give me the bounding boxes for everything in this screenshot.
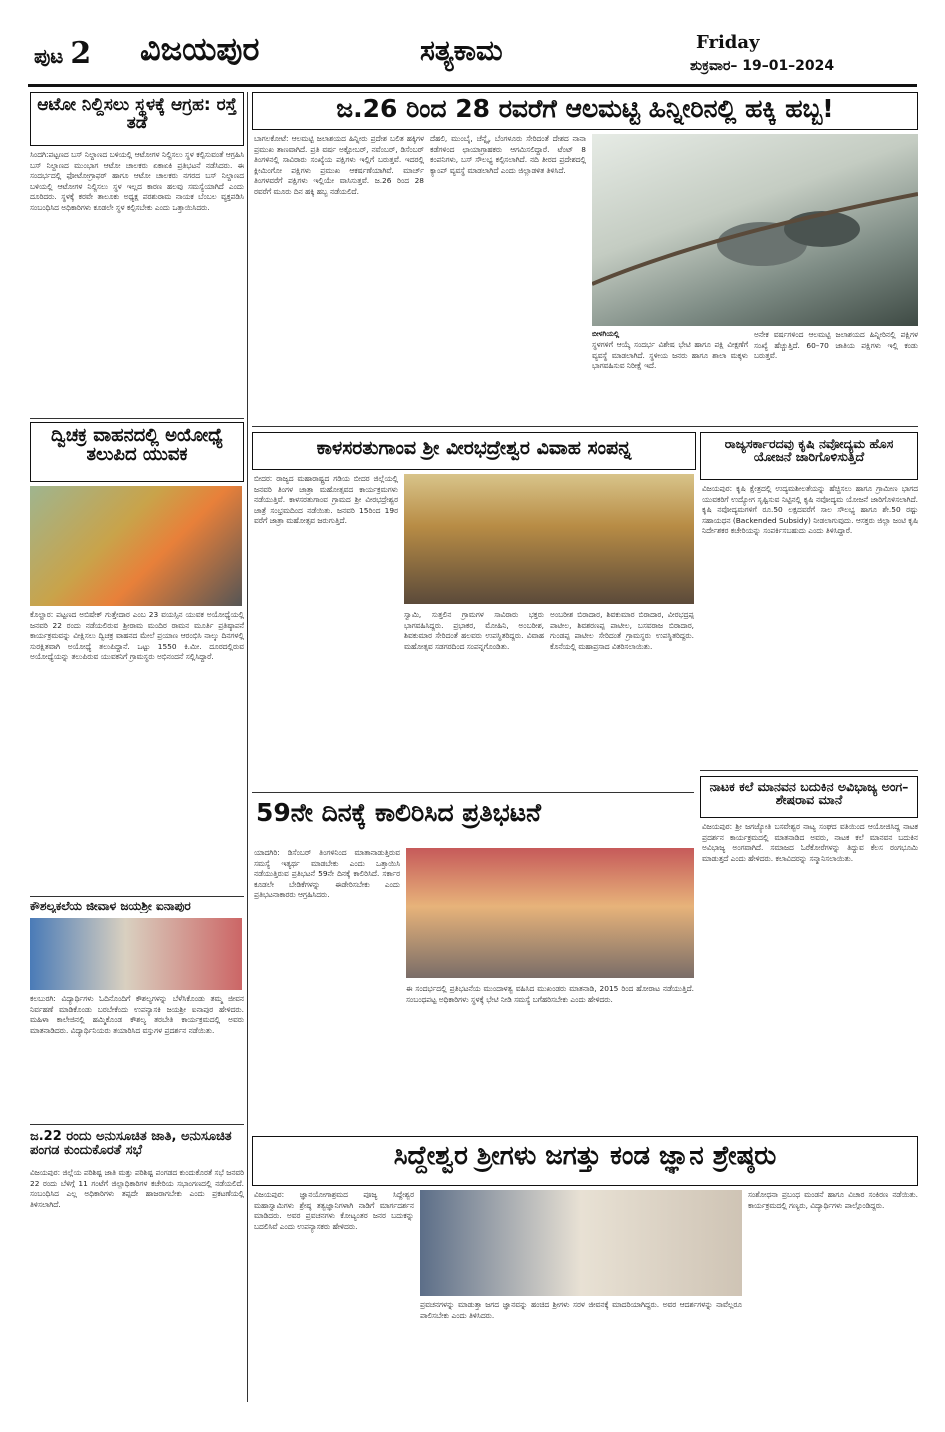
auto-headline-box [30,92,244,146]
kalasar-body-col2: ಸ್ವಾಮಿ, ಸುತ್ತಲಿನ ಗ್ರಾಮಗಳ ಸಾವಿರಾರು ಭಕ್ತರು ಭಾಗವಹಿಸಿದ್ದರು. ಪ್ರಭಾಕರ, ಮೋಹಿನಿ, ಅಂಬರೀಶ, ಶಿವಕುಮಾರ ಸೇರಿದಂತೆ ಹಲವರು ಉಪಸ್ಥಿತರಿದ್ದರು. ವಿವಾಹ ಮಹೋತ್ಸವ ಸಡಗರದಿಂದ ಸಂಪನ್ನಗೊಂಡಿತು. [404,610,544,651]
city-name: ವಿಜಯಪುರ [140,30,260,68]
hakki-headline: ಜ.26 ರಿಂದ 28 ರವರೆಗೆ ಆಲಮಟ್ಟಿ ಹಿನ್ನೀರಿನಲ್ಲಿ ಹಕ್ಕಿ ಹಬ್ಬ! [336,94,834,123]
krushi-body: ವಿಜಯಪುರ: ಕೃಷಿ ಕ್ಷೇತ್ರದಲ್ಲಿ ಉದ್ಯಮಶೀಲತೆಯನ್ನು ಹೆಚ್ಚಿಸಲು ಹಾಗೂ ಗ್ರಾಮೀಣ ಭಾಗದ ಯುವಕರಿಗೆ ಉದ್ಯೋಗ ಸೃಷ್ಟಿಸುವ ನಿಟ್ಟಿನಲ್ಲಿ ಕೃಷಿ ನವೋದ್ಯಮ ಯೋಜನೆ ಜಾರಿಗೊಳಿಸಲಾಗಿದೆ. ಕೃಷಿ ನವೋದ್ಯಮಗಳಿಗೆ ರೂ.50 ಲಕ್ಷದವರೆಗೆ ಸಾಲ ಸೌಲಭ್ಯ ಹಾಗೂ ಶೇ.50 ರಷ್ಟು ಸಹಾಯಧನ (Backended Subsidy) ನೀಡಲಾಗುವುದು. ಆಸಕ್ತರು ಜಿಲ್ಲಾ ಜಂಟಿ ಕೃಷಿ ನಿರ್ದೇಶಕರ ಕಚೇರಿಯನ್ನು ಸಂಪರ್ಕಿಸಬಹುದು ಎಂದು ತಿಳಿಸಿದ್ದಾರೆ. [702,484,918,535]
bike-headline-box [30,422,244,482]
divider [700,770,918,771]
nataka-body: ವಿಜಯಪುರ: ಶ್ರೀ ಜಗಜ್ಯೋತಿ ಬಸವೇಶ್ವರ ನಾಟ್ಯ ಸಂಘದ ವತಿಯಿಂದ ಆಯೋಜಿಸಿದ್ದ ನಾಟಕ ಪ್ರದರ್ಶನ ಕಾರ್ಯಕ್ರಮದಲ್ಲಿ ಮಾತನಾಡಿದ ಅವರು, ನಾಟಕ ಕಲೆ ಮಾನವನ ಬದುಕಿನ ಅವಿಭಾಜ್ಯ ಅಂಗವಾಗಿದೆ. ಸಮಾಜದ ಓರೆಕೋರೆಗಳನ್ನು ತಿದ್ದುವ ಕೆಲಸ ರಂಗಭೂಮಿ ಮಾಡುತ್ತದೆ ಎಂದು ಹೇಳಿದರು. ಕಲಾವಿದರನ್ನು ಸನ್ಮಾನಿಸಲಾಯಿತು. [702,822,918,863]
date-line: ಶುಕ್ರವಾರ– 19–01–2024 [690,58,835,74]
kalasar-photo [404,474,694,604]
protest59-headline: 59ನೇ ದಿನಕ್ಕೆ ಕಾಲಿರಿಸಿದ ಪ್ರತಿಭಟನೆ [256,800,541,827]
divider [30,896,244,897]
divider [30,1124,244,1125]
protest59-body-col1: ಯಾದಗಿರಿ: ಡಿಸೆಂಬರ್ ತಿಂಗಳಿನಿಂದ ಮಾತಾನಾಡುತ್ತಿರುವ ಸಮಸ್ಯೆ ಇತ್ಯರ್ಥ ಮಾಡಬೇಕು ಎಂದು ಒತ್ತಾಯಿಸಿ ನಡೆಯುತ್ತಿರುವ ಪ್ರತಿಭಟನೆ 59ನೇ ದಿನಕ್ಕೆ ಕಾಲಿರಿಸಿದೆ. ಸರ್ಕಾರ ಕೂಡಲೇ ಬೇಡಿಕೆಗಳನ್ನು ಈಡೇರಿಸಬೇಕು ಎಂದು ಪ್ರತಿಭಟನಾಕಾರರು ಆಗ್ರಹಿಸಿದರು. [254,848,400,899]
siddeshwar-body-col3: ಸಂಶೋಧನಾ ಪ್ರಬಂಧ ಮಂಡನೆ ಹಾಗೂ ವಿಚಾರ ಸಂಕಿರಣ ನಡೆಯಿತು. ಕಾರ್ಯಕ್ರಮದಲ್ಲಿ ಗಣ್ಯರು, ವಿದ್ಯಾರ್ಥಿಗಳು ಪಾಲ್ಗೊಂಡಿದ್ದರು. [748,1190,918,1210]
column-divider [247,92,248,1402]
masthead-rule [28,84,917,87]
krushi-headline: ರಾಜ್ಯಸರ್ಕಾರದವು ಕೃಷಿ ನವೋದ್ಯಮ ಹೊಸ ಯೋಜನೆ ಜಾರಿಗೊಳಿಸುತ್ತಿದೆ [724,436,894,465]
bird-photo-caption: ಬೀಳಗಿಯಲ್ಲಿ [592,330,620,338]
paper-name: ಸತ್ಯಕಾಮ [420,34,503,67]
krushi-headline-box [700,432,918,480]
hakki-body-col2: ದೆಹಲಿ, ಮುಂಬೈ, ಚೆನ್ನೈ, ಬೆಂಗಳೂರು ಸೇರಿದಂತೆ ದೇಶದ ನಾನಾ ಕಡೆಗಳಿಂದ ಛಾಯಾಗ್ರಾಹಕರು ಆಗಮಿಸಲಿದ್ದಾರೆ. ಟೆಂಟ್ 8 ಕಂಪನಿಗಳು, ಬಸ್ ಸೌಲಭ್ಯ ಕಲ್ಪಿಸಲಾಗಿದೆ. ನದಿ ತೀರದ ಪ್ರದೇಶದಲ್ಲಿ ಕ್ಯಾಂಪ್ ವ್ಯವಸ್ಥೆ ಮಾಡಲಾಗಿದೆ ಎಂದು ಜಿಲ್ಲಾಡಳಿತ ತಿಳಿಸಿದೆ. [430,134,586,175]
protest59-body-col2: ಈ ಸಂದರ್ಭದಲ್ಲಿ ಪ್ರತಿಭಟನೆಯ ಮುಂದಾಳತ್ವ ವಹಿಸಿದ ಮುಖಂಡರು ಮಾತನಾಡಿ, 2015 ರಿಂದ ಹೋರಾಟ ನಡೆಯುತ್ತಿದೆ. ಸಂಬಂಧಪಟ್ಟ ಅಧಿಕಾರಿಗಳು ಸ್ಥಳಕ್ಕೆ ಭೇಟಿ ನೀಡಿ ಸಮಸ್ಯೆ ಬಗೆಹರಿಸಬೇಕು ಎಂದು ಹೇಳಿದರು. [406,984,694,1004]
protest59-photo [406,848,694,978]
kalasar-body-col1: ಬೀದರ: ರಾಜ್ಯದ ಮಹಾರಾಷ್ಟ್ರದ ಗಡಿಯ ಬೀದರ ಜಿಲ್ಲೆಯಲ್ಲಿ ಜನವರಿ ತಿಂಗಳ ಜಾತ್ರಾ ಮಹೋತ್ಸವದ ಕಾರ್ಯಕ್ರಮಗಳು ನಡೆಯುತ್ತಿವೆ. ಕಾಳಸರತುಗಾಂವ ಗ್ರಾಮದ ಶ್ರೀ ವೀರಭದ್ರೇಶ್ವರ ಜಾತ್ರೆ ಸಂಭ್ರಮದಿಂದ ನಡೆಯಿತು. ಜನವರಿ 15ರಿಂದ 19ರ ವರೆಗೆ ಜಾತ್ರಾ ಮಹೋತ್ಸವ ಜರುಗುತ್ತಿದೆ. [254,474,398,525]
kaushalya-body: ಕಲಬುರಗಿ: ವಿದ್ಯಾರ್ಥಿಗಳು ಓದಿನೊಂದಿಗೆ ಕೌಶಲ್ಯಗಳನ್ನು ಬೆಳೆಸಿಕೊಂಡು ತಮ್ಮ ಜೀವನ ನಿರ್ವಹಣೆ ಮಾಡಿಕೊಂಡು ಬರಬೇಕೆಂದು ಉಪನ್ಯಾಸಕಿ ಜಯಶ್ರೀ ಐನಾಪುರ ಹೇಳಿದರು. ಮಹಿಳಾ ಕಾಲೇಜಿನಲ್ಲಿ ಹಮ್ಮಿಕೊಂಡ ಕೌಶಲ್ಯ ತರಬೇತಿ ಕಾರ್ಯಕ್ರಮದಲ್ಲಿ ಅವರು ಮಾತನಾಡಿದರು. ವಿದ್ಯಾರ್ಥಿನಿಯರು ತಯಾರಿಸಿದ ವಸ್ತುಗಳ ಪ್ರದರ್ಶನ ನಡೆಯಿತು. [30,994,244,1035]
hakki-headline-box [252,92,918,130]
hakki-body-col1: ಬಾಗಲಕೋಟೆ: ಆಲಮಟ್ಟಿ ಜಲಾಶಯದ ಹಿನ್ನೀರು ಪ್ರದೇಶ ಬಲಿತ ಹಕ್ಕಿಗಳ ಪ್ರಮುಖ ತಾಣವಾಗಿದೆ. ಪ್ರತಿ ವರ್ಷ ಅಕ್ಟೋಬರ್, ನವೆಂಬರ್, ಡಿಸೆಂಬರ್ ತಿಂಗಳಿನಲ್ಲಿ ಸಾವಿರಾರು ಸಂಖ್ಯೆಯ ಪಕ್ಷಿಗಳು ಇಲ್ಲಿಗೆ ಬರುತ್ತವೆ. ಇದರಲ್ಲಿ ಕ್ಲೀಮಿಂಗೋ ಪಕ್ಷಿಗಳು ಪ್ರಮುಖ ಆಕರ್ಷಣೆಯಾಗಿವೆ. ಮಾರ್ಚ್ ತಿಂಗಳವರೆಗೆ ಪಕ್ಷಿಗಳು ಇಲ್ಲಿಯೇ ವಾಸಿಸುತ್ತವೆ. ಜ.26 ರಿಂದ 28 ರವರೆಗೆ ಮೂರು ದಿನ ಹಕ್ಕಿ ಹಬ್ಬ ನಡೆಯಲಿದೆ. [254,134,424,196]
siddeshwar-headline: ಸಿದ್ದೇಶ್ವರ ಶ್ರೀಗಳು ಜಗತ್ತು ಕಂಡ ಜ್ಞಾನ ಶ್ರೇಷ್ಠರು [393,1141,777,1171]
siddeshwar-headline-box [252,1136,918,1186]
kaushalya-photo [30,918,242,990]
bike-body: ಕೊಲ್ಹಾರ: ಪಟ್ಟಣದ ಅಬಿಷೇಕ್ ಗುತ್ತೇದಾರ ಎಂಬ 23 ವಯಸ್ಸಿನ ಯುವಕ ಅಯೋಧ್ಯೆಯಲ್ಲಿ ಜನವರಿ 22 ರಂದು ನಡೆಯಲಿರುವ ಶ್ರೀರಾಮ ಮಂದಿರ ರಾಮನ ಮೂರ್ತಿ ಪ್ರತಿಷ್ಠಾಪನೆ ಕಾರ್ಯಕ್ರಮವನ್ನು ವೀಕ್ಷಿಸಲು ದ್ವಿಚಕ್ರ ವಾಹನದ ಮೇಲೆ ಪ್ರಯಾಣ ಆರಂಭಿಸಿ ನಾಲ್ಕು ದಿನಗಳಲ್ಲಿ ಸುರಕ್ಷಿತವಾಗಿ ಅಯೋಧ್ಯೆ ತಲುಪಿದ್ದಾನೆ. ಒಟ್ಟು 1550 ಕಿ.ಮೀ. ದೂರದಲ್ಲಿರುವ ಅಯೋಧ್ಯೆಯನ್ನು ತಲುಪಿರುವ ಯುವಕನಿಗೆ ಗ್ರಾಮಸ್ಥರು ಅಭಿನಂದನೆ ಸಲ್ಲಿಸಿದ್ದಾರೆ. [30,610,244,661]
bike-headline: ದ್ವಿಚಕ್ರ ವಾಹನದಲ್ಲಿ ಅಯೋಧ್ಯೆ ತಲುಪಿದ ಯುವಕ [51,425,223,465]
kalasar-body-col3: ಅಂಬರೀಶ ಬಿರಾದಾರ, ಶಿವಕುಮಾರ ಬಿರಾದಾರ, ವೀರಭದ್ರಪ್ಪ ಪಾಟೀಲ, ಶಿವಶರಣಪ್ಪ ಪಾಟೀಲ, ಬಸವರಾಜ ಬಿರಾದಾರ, ಗುಂಡಪ್ಪ ಪಾಟೀಲ ಸೇರಿದಂತೆ ಗ್ರಾಮಸ್ಥರು ಉಪಸ್ಥಿತರಿದ್ದರು. ಕೊನೆಯಲ್ಲಿ ಮಹಾಪ್ರಸಾದ ವಿತರಿಸಲಾಯಿತು. [550,610,694,651]
siddeshwar-photo [420,1190,742,1296]
auto-headline: ಆಟೋ ನಿಲ್ದಿಸಲು ಸ್ಥಳಕ್ಕೆ ಆಗ್ರಹ: ರಸ್ತೆ ತಡೆ [37,95,237,133]
nataka-headline-box [700,776,918,818]
day-english: Friday [696,32,760,53]
sabhe-headline: ಜ.22 ರಂದು ಅನುಸೂಚಿತ ಜಾತಿ, ಅನುಸೂಚಿತ ಪಂಗಡ ಕುಂದುಕೊರತೆ ಸಭೆ [30,1130,232,1158]
auto-body: ಸಿಂದಗಿ:ಪಟ್ಟಣದ ಬಸ್ ನಿಲ್ದಾಣದ ಬಳಿಯಲ್ಲಿ ಆಟೋಗಳ ನಿಲ್ದಿಸಲು ಸ್ಥಳ ಕಲ್ಪಿಸುವಂತೆ ಆಗ್ರಹಿಸಿ ಬಸ್ ನಿಲ್ದಾಣದ ಮುಂಭಾಗ ಆಟೋ ಚಾಲಕರು ಏಕಾಏಕಿ ಪ್ರತಿಭಟನೆ ನಡೆಸಿದರು. ಈ ಸಂದರ್ಭದಲ್ಲಿ ಫೋಟೋಗ್ರಾಫರ್ ಹಾಗೂ ಆಟೋ ಚಾಲಕರು ನಗರದ ಬಸ್ ನಿಲ್ದಾಣದ ಬಳಿಯಲ್ಲಿ ಆಟೋಗಳ ನಿಲ್ದಿಸಲು ಸ್ಥಳ ಇಲ್ಲದ ಕಾರಣ ಹಲವು ಸಮಸ್ಯೆಯಾಗಿದೆ ಎಂದು ದೂರಿದರು. ಸ್ಥಳಕ್ಕೆ ಕರವೇ ತಾಲೂಕು ಅಧ್ಯಕ್ಷ ಪರಶುರಾಮ ನಾಯಕ ಬೆಂಬಲ ವ್ಯಕ್ತಪಡಿಸಿ ಸಂಬಂಧಿಸಿದ ಅಧಿಕಾರಿಗಳು ಕೂಡಲೇ ಸ್ಥಳ ಕಲ್ಪಿಸಬೇಕು ಎಂದು ಒತ್ತಾಯಿಸಿದರು. [30,150,244,212]
divider [252,426,918,427]
siddeshwar-body-col2: ಪ್ರವಚನಗಳನ್ನು ಮಾಡುತ್ತಾ ಜಗದ ಜ್ಞಾನವನ್ನು ಹಂಚಿದ ಶ್ರೀಗಳು ಸರಳ ಜೀವನಕ್ಕೆ ಮಾದರಿಯಾಗಿದ್ದರು. ಅವರ ಆದರ್ಶಗಳನ್ನು ನಾವೆಲ್ಲರೂ ಪಾಲಿಸಬೇಕು ಎಂದು ತಿಳಿಸಿದರು. [420,1300,742,1320]
hakki-body-col3: ಸ್ಥಳಗಳಿಗೆ ಆಯ್ಕೆ ಸಂದರ್ಭ ವಿಶೇಷ ಭೇಟಿ ಹಾಗೂ ಪಕ್ಷಿ ವೀಕ್ಷಣೆಗೆ ವ್ಯವಸ್ಥೆ ಮಾಡಲಾಗಿದೆ. ಸ್ಥಳೀಯ ಜನರು ಹಾಗೂ ಶಾಲಾ ಮಕ್ಕಳು ಭಾಗವಹಿಸುವ ನಿರೀಕ್ಷೆ ಇದೆ. [592,340,748,370]
divider [30,418,244,419]
kalasar-headline: ಕಾಳಸರತುಗಾಂವ ಶ್ರೀ ವೀರಭದ್ರೇಶ್ವರ ವಿವಾಹ ಸಂಪನ್ನ [316,437,632,459]
bike-photo [30,486,242,606]
siddeshwar-body-col1: ವಿಜಯಪುರ: ಜ್ಞಾನಯೋಗಾಶ್ರಮದ ಪೂಜ್ಯ ಸಿದ್ದೇಶ್ವರ ಮಹಾಸ್ವಾಮಿಗಳು ಶ್ರೇಷ್ಠ ತತ್ವಜ್ಞಾನಿಗಳಾಗಿ ನಾಡಿಗೆ ಮಾರ್ಗದರ್ಶನ ಮಾಡಿದರು. ಅವರ ಪ್ರವಚನಗಳು ಕೋಟ್ಯಂತರ ಜನರ ಬದುಕನ್ನು ಬದಲಿಸಿವೆ ಎಂದು ಉಪನ್ಯಾಸಕರು ಹೇಳಿದರು. [254,1190,414,1231]
bird-photo [592,134,918,326]
kaushalya-headline: ಕೌಶಲ್ಯಕಲೆಯ ಜೀವಾಳ ಜಯಶ್ರೀ ಐನಾಪುರ [30,900,191,913]
divider [252,792,694,793]
hakki-body-col4: ಅನೇಕ ವರ್ಷಗಳಿಂದ ಆಲಮಟ್ಟಿ ಜಲಾಶಯದ ಹಿನ್ನೀರಿನಲ್ಲಿ ಪಕ್ಷಿಗಳ ಸಂಖ್ಯೆ ಹೆಚ್ಚುತ್ತಿದೆ. 60–70 ಜಾತಿಯ ಪಕ್ಷಿಗಳು ಇಲ್ಲಿ ಕಂಡು ಬರುತ್ತವೆ. [754,330,918,360]
page-number: ಪುಟ 2 [34,36,92,71]
sabhe-body: ವಿಜಯಪುರ: ಜಿಲ್ಲೆಯ ಪರಿಶಿಷ್ಟ ಜಾತಿ ಮತ್ತು ಪರಿಶಿಷ್ಟ ಪಂಗಡದ ಕುಂದುಕೊರತೆ ಸಭೆ ಜನವರಿ 22 ರಂದು ಬೆಳಿಗ್ಗೆ 11 ಗಂಟೆಗೆ ಜಿಲ್ಲಾಧಿಕಾರಿಗಳ ಕಚೇರಿಯ ಸಭಾಂಗಣದಲ್ಲಿ ನಡೆಯಲಿದೆ. ಸಂಬಂಧಿಸಿದ ಎಲ್ಲ ಅಧಿಕಾರಿಗಳು ತಪ್ಪದೇ ಹಾಜರಾಗಬೇಕು ಎಂದು ಪ್ರಕಟಣೆಯಲ್ಲಿ ತಿಳಿಸಲಾಗಿದೆ. [30,1168,244,1209]
bird-illustration [592,134,918,326]
nataka-headline: ನಾಟಕ ಕಲೆ ಮಾನವನ ಬದುಕಿನ ಅವಿಭಾಜ್ಯ ಅಂಗ– ಶೇಷರಾವ ಮಾನೆ [709,779,909,808]
kalasar-headline-box [252,432,696,470]
